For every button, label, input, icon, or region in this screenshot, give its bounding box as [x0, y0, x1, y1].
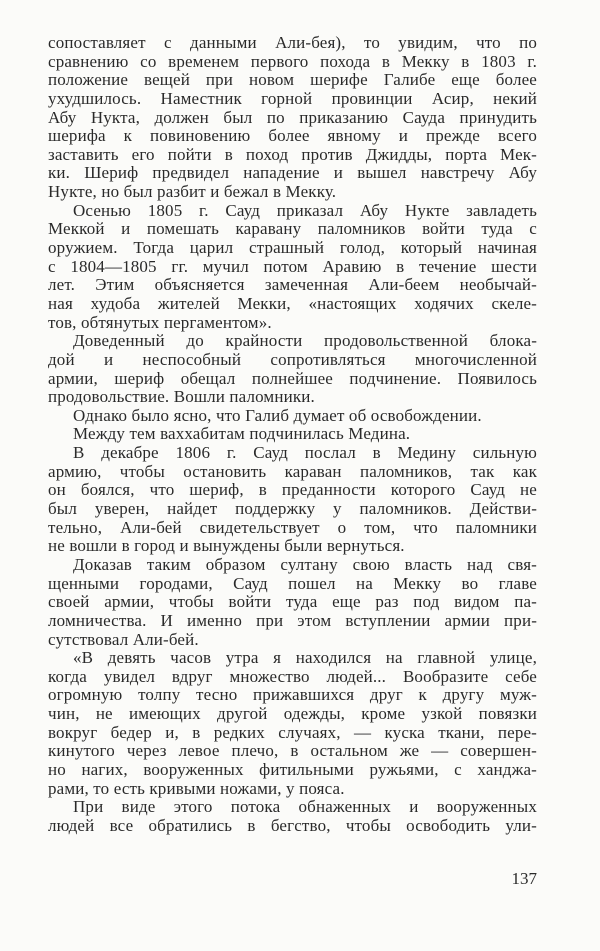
page-number: 137 [511, 869, 537, 888]
text-line: ломничества. И именно при этом вступлении армии при- [48, 610, 537, 630]
text-line: ухудшилось. Наместник горной провинции Асир, некий [48, 88, 537, 108]
text-line: В декабре 1806 г. Сауд послал в Медину сильную [73, 443, 537, 463]
paragraph [48, 444, 537, 556]
text-line: армии, шериф обещал полнейшее подчинение. Появилось [48, 368, 537, 388]
text-line: продовольствие. Вошли паломники. [48, 387, 315, 407]
text-line: ки. Шериф предвидел нападение и вышел навстречу Абу [48, 163, 537, 183]
text-line: с 1804—1805 гг. мучил потом Аравию в течение шести [48, 256, 537, 276]
text-line: Осенью 1805 г. Сауд приказал Абу Нукте завладеть [73, 200, 537, 220]
text-line: Нукте, но был разбит и бежал в Мекку. [48, 182, 337, 202]
text-line: когда увидел вдруг множество людей... Вообразите себе [48, 666, 537, 686]
paragraph [48, 332, 537, 407]
paragraph [48, 407, 537, 426]
text-line: армию, чтобы остановить караван паломников, так как [48, 461, 537, 481]
paragraph [48, 649, 537, 798]
text-line: оружием. Тогда царил страшный голод, который начиная [48, 238, 537, 258]
text-line: тельно, Али-бей свидетельствует о том, что паломники [48, 517, 537, 537]
text-line: Однако было ясно, что Галиб думает об освобождении. [73, 405, 482, 425]
text-line: При виде этого потока обнаженных и вооруженных [73, 797, 537, 817]
text-line: Меккой и помешать каравану паломников войти туда с [48, 219, 537, 239]
text-line: был уверен, найдет поддержку у паломников. Действи- [48, 499, 537, 519]
text-line: он боялся, что шериф, в преданности которого Сауд не [48, 480, 537, 500]
paragraph [48, 202, 537, 332]
text-line: своей армии, чтобы войти туда еще раз под видом па- [48, 592, 537, 612]
text-line: лет. Этим объясняется замеченная Али-беем необычай- [48, 275, 537, 295]
text-line: шерифа к повиновению более явному и прежде всего [48, 126, 537, 146]
text-line: вокруг бедер и, в редких случаях, — куска ткани, пере- [48, 722, 537, 742]
text-line: Абу Нукта, должен был по приказанию Сауда принудить [48, 107, 537, 127]
text-line: ная худоба жителей Мекки, «настоящих ходячих скеле- [48, 293, 537, 313]
text-line: людей все обратились в бегство, чтобы освободить ули- [48, 815, 537, 835]
text-line: заставить его пойти в поход против Джидды, порта Мек- [48, 144, 537, 164]
text-line: «В девять часов утра я находился на главной улице, [73, 648, 537, 668]
paragraph [48, 798, 537, 835]
text-line: но нагих, вооруженных фитильными ружьями, с ханджа- [48, 759, 537, 779]
text-line: чин, не имеющих другой одежды, кроме узкой повязки [48, 704, 537, 724]
text-line: положение вещей при новом шерифе Галибе еще более [48, 70, 537, 90]
text-line: щенными городами, Сауд пошел на Мекку во главе [48, 573, 537, 593]
text-line: сравнению со временем первого похода в Мекку в 1803 г. [48, 51, 537, 71]
text-line: Доказав таким образом султану свою власть над свя- [73, 554, 537, 574]
text-line: Между тем ваххабитам подчинилась Медина. [73, 424, 411, 444]
text-line: не вошли в город и вынуждены были вернуться. [48, 536, 405, 556]
paragraph [48, 34, 537, 202]
text-line: сутствовал Али-бей. [48, 629, 199, 649]
text-line: Доведенный до крайности продовольственной блока- [73, 331, 537, 351]
paragraph [48, 556, 537, 649]
text-line: рами, то есть кривыми ножами, у пояса. [48, 778, 345, 798]
text-line: тов, обтянутых пергаментом». [48, 312, 272, 332]
page-body-text [48, 34, 537, 836]
text-line: сопоставляет с данными Али-бея), то увидим, что по [48, 33, 537, 52]
text-line: огромную толпу тесно прижавшихся друг к другу муж- [48, 685, 537, 705]
text-line: дой и неспособный сопротивляться многочисленной [48, 349, 537, 369]
paragraph [48, 425, 537, 444]
text-line: кинутого через левое плечо, в остальном же — совершен- [48, 741, 537, 761]
